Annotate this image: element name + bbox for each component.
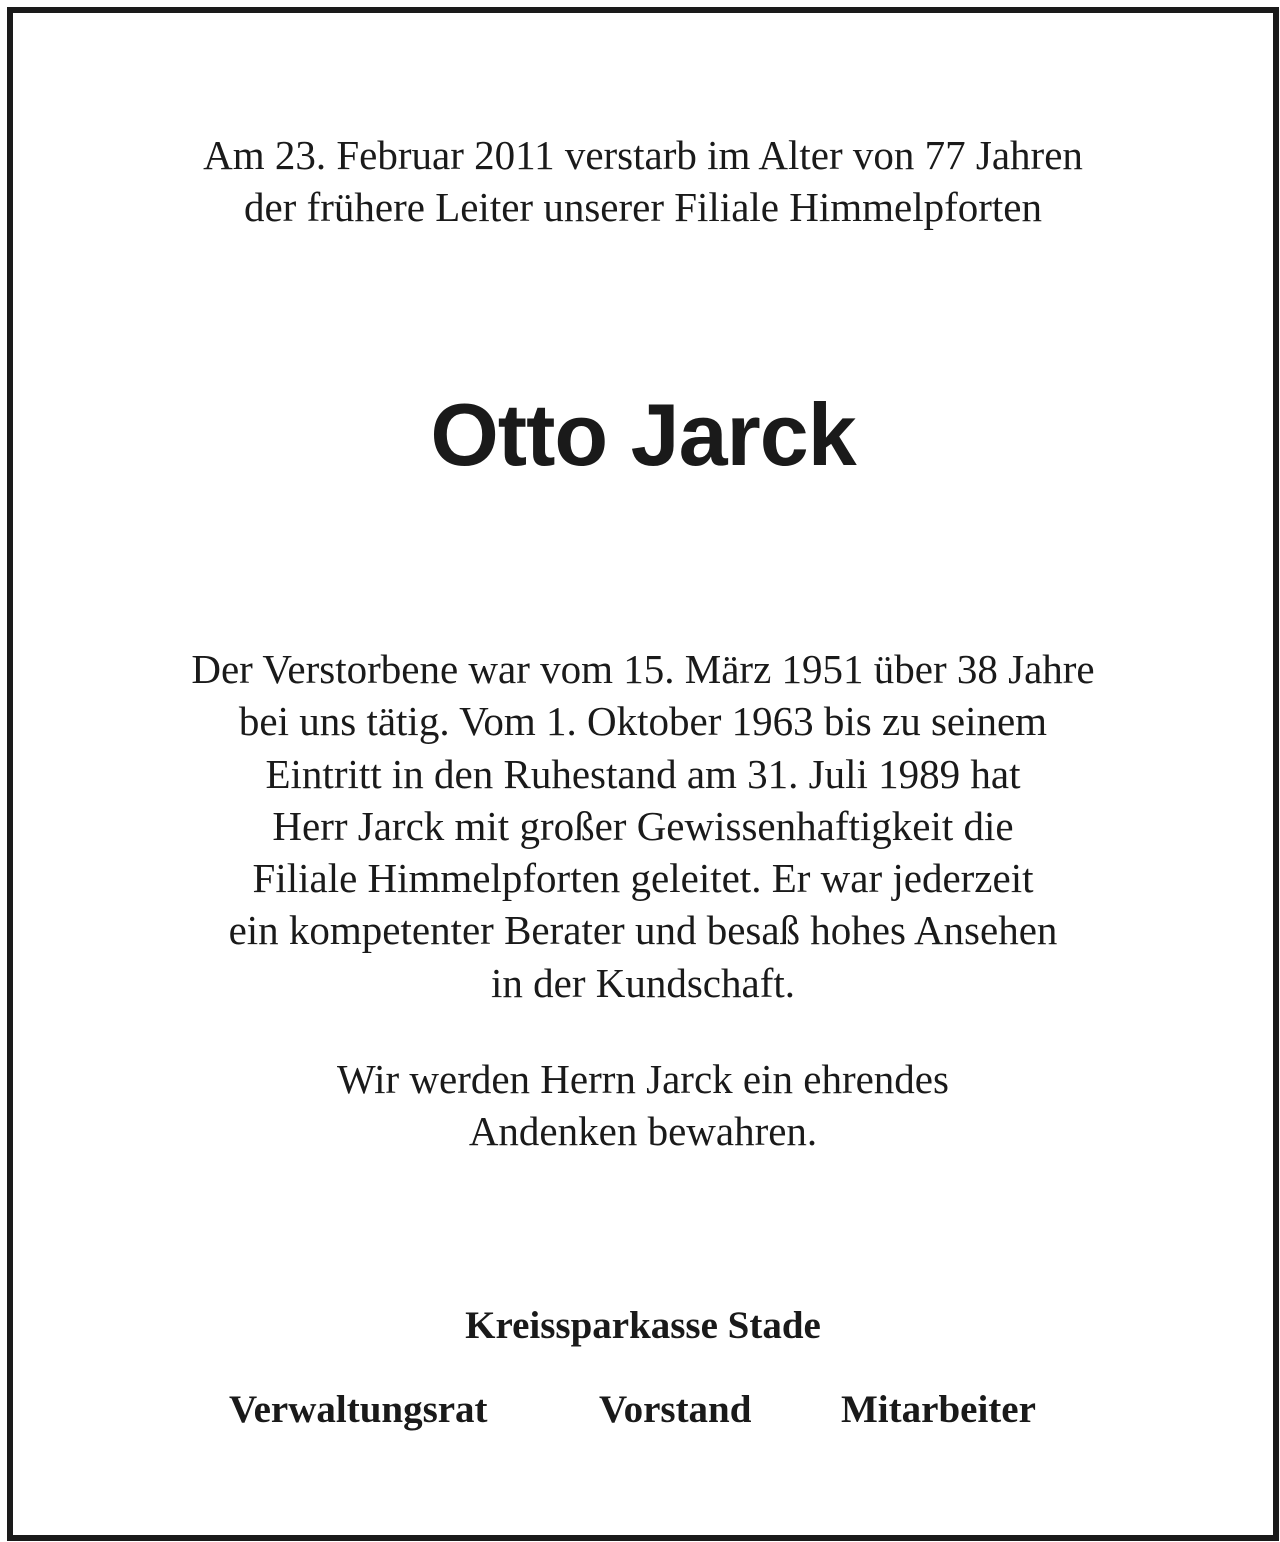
closing-line: Andenken bewahren.: [468, 1108, 818, 1154]
closing-line: Wir werden Herrn Jarck ein ehrendes: [337, 1056, 949, 1102]
intro-text: [13, 129, 1273, 233]
body-line: Filiale Himmelpforten geleitet. Er war jederzeit: [252, 855, 1034, 902]
body-line: Eintritt in den Ruhestand am 31. Juli 1989 hat: [265, 750, 1021, 797]
body-line: ein kompetenter Berater und besaß hohes Ansehen: [228, 907, 1058, 954]
signer-verwaltungsrat: Verwaltungsrat: [229, 1388, 488, 1431]
body-line: in der Kundschaft.: [491, 959, 795, 1006]
signer-vorstand: Vorstand: [599, 1388, 752, 1431]
intro-line: Am 23. Februar 2011 verstarb im Alter von 77 Jahren: [203, 132, 1083, 178]
signer-mitarbeiter: Mitarbeiter: [841, 1388, 1036, 1431]
body-line: Herr Jarck mit großer Gewissenhaftigkeit die: [272, 802, 1014, 849]
deceased-name: Otto Jarck: [430, 385, 856, 484]
body-line: Der Verstorbene war vom 15. März 1951 über 38 Jahre: [191, 646, 1095, 692]
body-line: bei uns tätig. Vom 1. Oktober 1963 bis zu seinem: [238, 698, 1048, 745]
closing-text: [13, 1053, 1273, 1157]
intro-line: der frühere Leiter unserer Filiale Himmelpforten: [243, 184, 1043, 230]
organization-name: Kreissparkasse Stade: [465, 1304, 821, 1347]
obituary-notice: [7, 7, 1279, 1541]
body-text: [13, 643, 1273, 1009]
